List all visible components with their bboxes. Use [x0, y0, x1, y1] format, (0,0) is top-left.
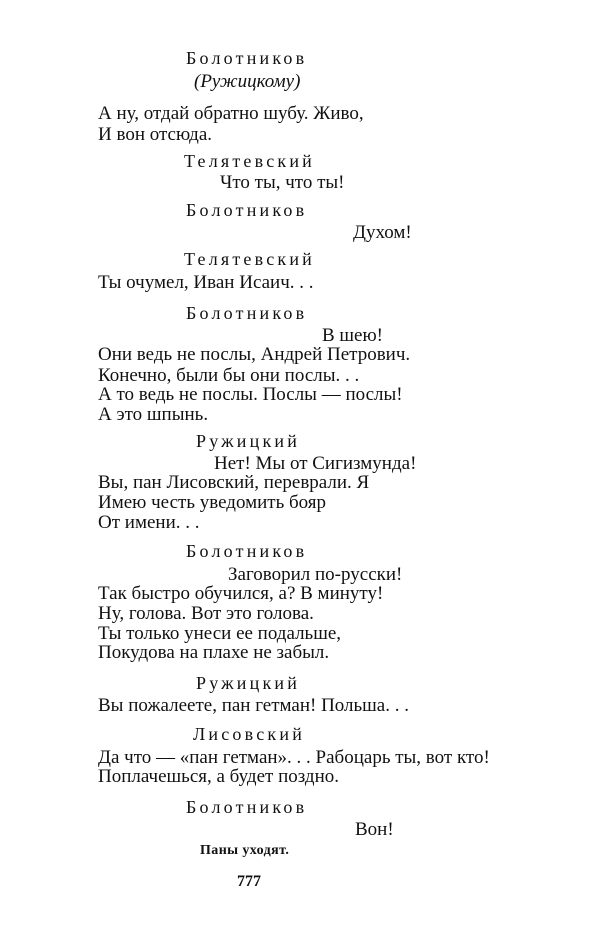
- speaker-name: Болотников: [186, 797, 308, 817]
- verse-line: И вон отсюда.: [98, 124, 213, 145]
- speaker-name: Болотников: [186, 303, 308, 323]
- speaker-name: Телятевский: [184, 151, 316, 171]
- verse-line: Нет! Мы от Сигизмунда!: [214, 453, 417, 474]
- speaker-name: Ружицкий: [196, 673, 301, 693]
- verse-line: Так быстро обучился, а? В минуту!: [98, 583, 384, 604]
- speaker-name: Ружицкий: [196, 431, 301, 451]
- verse-line: Покудова на плахе не забыл.: [98, 642, 330, 663]
- verse-line: Ну, голова. Вот это голова.: [98, 603, 314, 624]
- stage-remark: (Ружицкому): [194, 71, 301, 92]
- verse-line: Духом!: [353, 222, 412, 243]
- speaker-name: Болотников: [186, 541, 308, 561]
- verse-line: Заговорил по-русски!: [228, 564, 403, 585]
- verse-line: Ты только унеси ее подальше,: [98, 623, 342, 644]
- speaker-name: Телятевский: [184, 249, 316, 269]
- verse-line: Они ведь не послы, Андрей Петрович.: [98, 344, 411, 365]
- page-number: 777: [237, 873, 261, 890]
- speaker-name: Лисовский: [193, 724, 306, 744]
- verse-line: Имею честь уведомить бояр: [98, 492, 327, 513]
- verse-line: Вон!: [355, 819, 394, 840]
- verse-line: Вы, пан Лисовский, переврали. Я: [98, 472, 370, 493]
- verse-line: Конечно, были бы они послы. . .: [98, 365, 360, 386]
- speaker-name: Болотников: [186, 200, 308, 220]
- verse-line: Да что — «пан гетман». . . Рабоцарь ты, вот кто!: [98, 747, 490, 768]
- verse-line: От имени. . .: [98, 512, 200, 533]
- stage-direction: Паны уходят.: [200, 843, 290, 858]
- verse-line: Что ты, что ты!: [220, 172, 345, 193]
- speaker-name: Болотников: [186, 48, 308, 68]
- verse-line: Вы пожалеете, пан гетман! Польша. . .: [98, 695, 409, 716]
- verse-line: Ты очумел, Иван Исаич. . .: [98, 272, 314, 293]
- verse-line: А ну, отдай обратно шубу. Живо,: [98, 103, 364, 124]
- verse-line: В шею!: [322, 325, 384, 346]
- verse-line: А это шпынь.: [98, 404, 209, 425]
- verse-line: Поплачешься, а будет поздно.: [98, 766, 339, 787]
- verse-line: А то ведь не послы. Послы — послы!: [98, 384, 403, 405]
